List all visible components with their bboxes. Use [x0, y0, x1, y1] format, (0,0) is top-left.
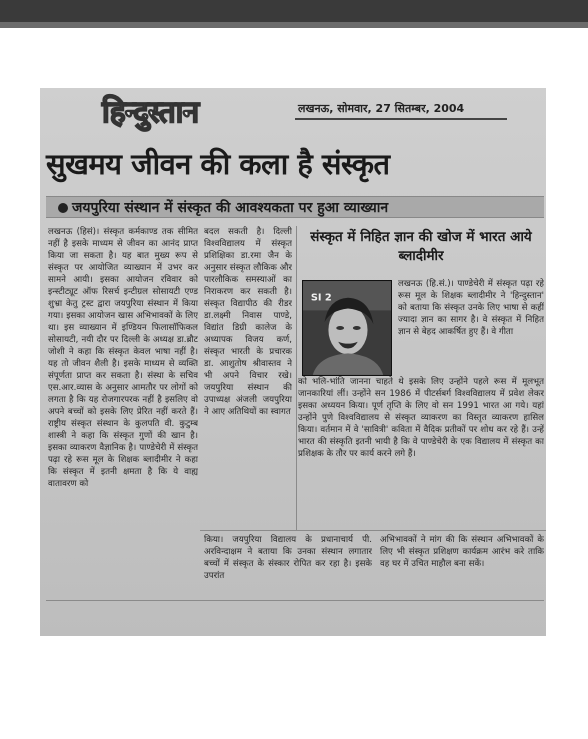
article-column-3: किया। जयपुरिया विद्यालय के प्रधानाचार्य पी. अरविन्दाक्षम ने बताया कि उनका संस्थान लगातार बच्चों में संस्कृत के संस्कार रोपित कर रहा है। इसके उपरांत — [204, 535, 372, 581]
window-top-bar — [0, 0, 588, 22]
newspaper-dateline: लखनऊ, सोमवार, 27 सितम्बर, 2004 — [298, 102, 465, 115]
bottom-rule — [46, 600, 544, 601]
article-column-2: बदल सकती है। दिल्ली विश्वविद्यालय में संस्कृत प्रशिक्षिका डा.रमा जैन के अनुसार संस्कृत लौकिक और पारलौकिक समस्याओं का निराकरण कर सकती है। संस्कृत विद्यापीठ की रीडर डा.लक्ष्मी निवास पाण्डे, विद्यांत डिग्री कालेज के अध्यापक विजय कर्ण, संस्कृत भारती के प्रचारक डा. आशुतोष श्रीवास्तव ने भी अपने विचार रखे। जयपुरिया संस्थान की उपाध्यक्ष अंजली जयपुरिया ने आए अतिथियों का स्वागत — [204, 227, 292, 417]
bullet-icon — [58, 203, 68, 213]
article-subhead: जयपुरिया संस्थान में संस्कृत की आवश्यकता पर हुआ व्याख्यान — [72, 200, 389, 216]
newspaper-masthead: हिन्दुस्तान — [102, 95, 199, 130]
portrait-photo — [302, 280, 392, 376]
newspaper-clipping — [40, 88, 546, 636]
window-top-strip — [0, 22, 588, 28]
subhead-bar — [46, 196, 544, 218]
article-column-1: लखनऊ (हिसं)। संस्कृत कर्मकाण्ड तक सीमित नहीं है इसके माध्यम से जीवन का आनंद प्राप्त किया जा सकता है। यह बात मुख्य रूप से संस्कृत पर आयोजित व्याख्यान में उभर कर सामने आयी। इसका आयोजन रविवार को इन्स्टीट्यूट ऑफ रिसर्च इन्टीग्रल सोसायटी एण्ड शुभ्रा केतु ट्रस्ट द्वारा जयपुरिया संस्थान में किया गया। इसका आयोजन खास अभिभावकों के लिए था। इस व्याख्यान में इण्डियन फिलासॉफिकल सोसायटी, नयी दौर पर दिल्ली के अध्यक्ष डा.ब्रौट जोशी ने कहा कि संस्कृत केवल भाषा नहीं है। यह तो जीवन शैली है। इसके माध्यम से व्यक्ति संपूर्णता प्राप्त कर सकता है। संस्था के सचिव एस.आर.व्यास के अनुसार आमतौर पर लोगों को लगता है कि यह रोजगारपरक नहीं है इसलिए वो अपने बच्चों को इसके लिए प्रेरित नहीं करते हैं। राष्ट्रीय संस्कृत संस्थान के कुलपति वी. कुटुम्ब शास्त्री ने कहा कि संस्कृत गुणों की खान है। इसका व्याकरण वैज्ञानिक है। पाण्डेचेरी में संस्कृत पढ़ा रहे रूस मूल के शिक्षक ब्लादीमीर ने कहा कि संस्कृत में इतनी क्षमता है कि ये वाह्य वातावरण को — [48, 227, 198, 489]
article-headline: सुखमय जीवन की कला है संस्कृत — [46, 147, 390, 181]
article-column-4: अभिभावकों ने मांग की कि संस्थान अभिभावकों के लिए भी संस्कृत प्रशिक्षण कार्यक्रम आरंभ करे ताकि वह घर में उचित माहौल बना सकें। — [380, 535, 544, 569]
masthead-rule — [295, 118, 507, 120]
column-divider — [296, 226, 297, 530]
sidebar-column-1: लखनऊ (हि.सं.)। पाण्डेचेरी में संस्कृत पढ़ा रहे रूस मूल के शिक्षक ब्लादीमीर ने 'हिन्दुस्तान' को बताया कि संस्कृत उनके लिए भाषा से कहीं ज्यादा ज्ञान का सागर है। वे संस्कृत में निहित ज्ञान से बेहद आकर्षित हुए हैं। वे गीता — [398, 279, 544, 337]
photo-caption: SI 2 — [310, 292, 332, 304]
sidebar-column-2: को भलि-भांति जानना चाहते थे इसके लिए उन्होंने पहले रूस में मूलभूत जानकारियां लीं। उन्होंने सन 1986 में पीटर्सबर्ग विश्वविद्यालय में प्रवेश लेकर इसका अध्ययन किया। पूर्ण तृप्ति के लिए वो सन 1991 भारत आ गये। यहां उन्होंने पुणे विश्वविद्यालय से संस्कृत व्याकरण का विस्तृत व्याकरण हासिल किया। वर्तमान में वे 'सावित्री' कविता में वैदिक प्रतीकों पर शोध कर रहे हैं। उन्हें भारत की संस्कृति इतनी भायी है कि वे पाण्डेचेरी के एक विद्यालय में संस्कृत का प्रशिक्षक के तौर पर कार्य करने लगे हैं। — [298, 377, 544, 459]
portrait-image-icon — [303, 281, 391, 375]
sidebar-title: संस्कृत में निहित ज्ञान की खोज में भारत आये ब्लादीमीर — [310, 229, 532, 264]
section-rule — [200, 530, 546, 531]
